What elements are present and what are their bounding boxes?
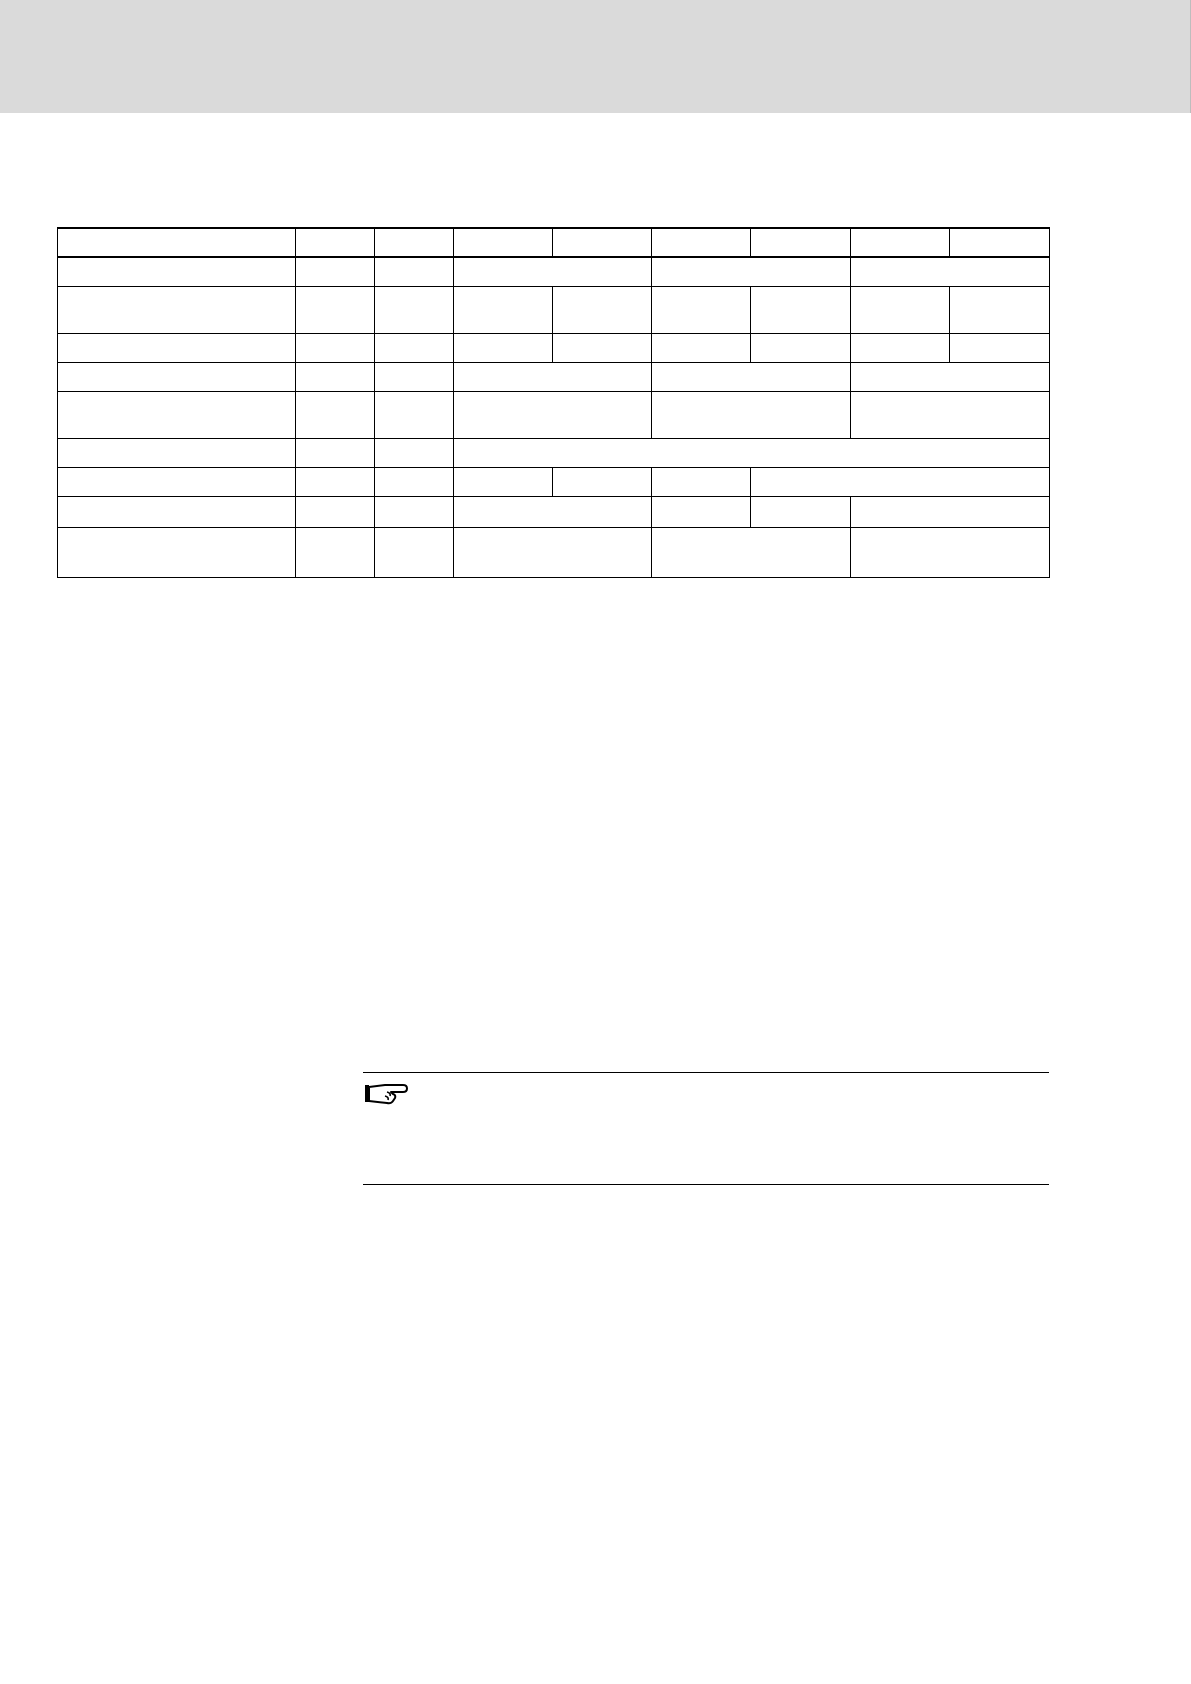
table-cell xyxy=(296,527,375,577)
table-cell xyxy=(375,467,454,496)
table-cell xyxy=(454,391,652,438)
table-cell xyxy=(375,257,454,286)
table-row xyxy=(58,257,1050,286)
table-cell xyxy=(950,333,1050,362)
table-cell xyxy=(296,286,375,333)
table-cell xyxy=(296,333,375,362)
table-cell xyxy=(58,286,296,333)
table-cell xyxy=(58,438,296,467)
table-cell xyxy=(296,467,375,496)
table-cell xyxy=(652,257,851,286)
table-cell xyxy=(652,228,751,257)
table-cell xyxy=(851,333,950,362)
table-cell xyxy=(375,496,454,527)
table-cell xyxy=(296,362,375,391)
table-cell xyxy=(454,362,652,391)
table-cell xyxy=(296,391,375,438)
table-cell xyxy=(553,467,652,496)
table-cell xyxy=(375,362,454,391)
table-cell xyxy=(652,286,751,333)
table-cell xyxy=(375,228,454,257)
table-cell xyxy=(652,391,851,438)
table-row xyxy=(58,527,1050,577)
table-cell xyxy=(454,228,553,257)
table-cell xyxy=(296,228,375,257)
table-cell xyxy=(375,391,454,438)
table-cell xyxy=(851,527,1050,577)
table-cell xyxy=(751,228,851,257)
table-row xyxy=(58,333,1050,362)
table-cell xyxy=(296,496,375,527)
table-cell xyxy=(454,527,652,577)
table-cell xyxy=(553,286,652,333)
table-cell xyxy=(652,362,851,391)
table-row xyxy=(58,467,1050,496)
table-cell xyxy=(375,286,454,333)
table-cell xyxy=(58,467,296,496)
table-cell xyxy=(652,467,751,496)
table-cell xyxy=(652,333,751,362)
pointing-hand-icon xyxy=(363,1080,409,1106)
table-cell xyxy=(851,257,1050,286)
table-cell xyxy=(851,362,1050,391)
table-cell xyxy=(454,438,1050,467)
note-block xyxy=(363,1072,1049,1185)
table-cell xyxy=(652,496,751,527)
table-cell xyxy=(751,467,1050,496)
table-cell xyxy=(751,286,851,333)
table-cell xyxy=(652,527,851,577)
table-cell xyxy=(851,391,1050,438)
table-cell xyxy=(950,228,1050,257)
table-row xyxy=(58,286,1050,333)
table-cell xyxy=(58,257,296,286)
table-cell xyxy=(296,257,375,286)
table-cell xyxy=(58,527,296,577)
table-cell xyxy=(58,228,296,257)
table-cell xyxy=(454,286,553,333)
table-cell xyxy=(851,228,950,257)
table-row xyxy=(58,362,1050,391)
table-cell xyxy=(454,496,652,527)
header-band xyxy=(0,0,1191,113)
spec-table xyxy=(57,227,1050,578)
table-cell xyxy=(553,333,652,362)
table-row xyxy=(58,438,1050,467)
table-cell xyxy=(751,333,851,362)
table-cell xyxy=(375,438,454,467)
table-cell xyxy=(851,496,1050,527)
table-cell xyxy=(58,362,296,391)
table-row xyxy=(58,496,1050,527)
table-cell xyxy=(454,257,652,286)
table-cell xyxy=(553,228,652,257)
table-cell xyxy=(58,496,296,527)
table-cell xyxy=(58,333,296,362)
table-cell xyxy=(751,496,851,527)
table-cell xyxy=(375,527,454,577)
table-cell xyxy=(851,286,950,333)
table-cell xyxy=(950,286,1050,333)
table-cell xyxy=(454,333,553,362)
table-cell xyxy=(296,438,375,467)
table-cell xyxy=(375,333,454,362)
table-cell xyxy=(58,391,296,438)
table-row xyxy=(58,228,1050,257)
table-row xyxy=(58,391,1050,438)
table-cell xyxy=(454,467,553,496)
